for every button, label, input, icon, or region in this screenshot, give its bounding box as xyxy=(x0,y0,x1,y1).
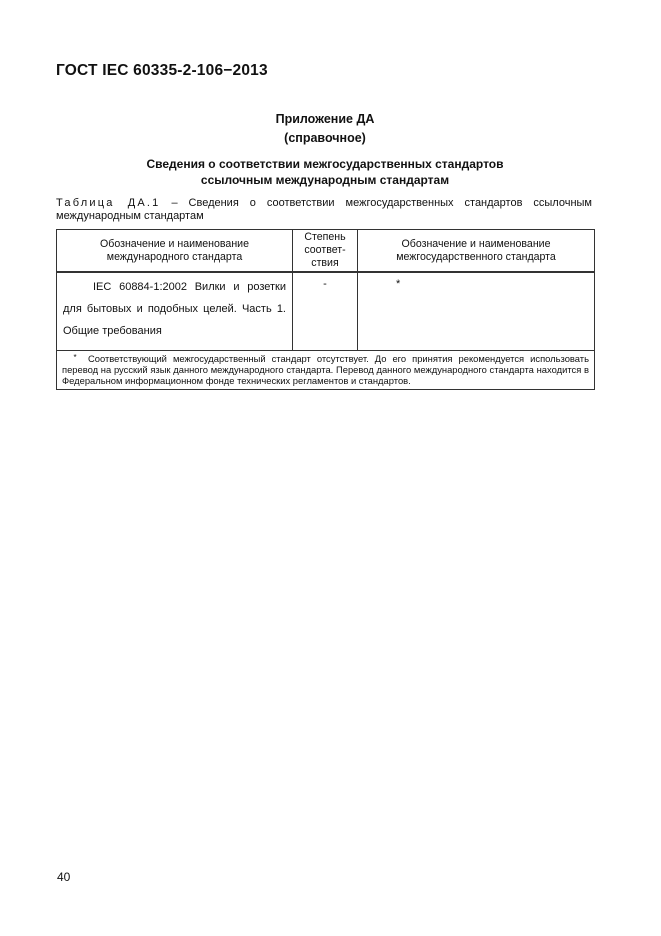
table-caption-text: – Сведения о соответствии межгосударственных стандартов ссылочным международным стандартам xyxy=(56,197,592,222)
column-header-interstate: Обозначение и наименование межгосударственного стандарта xyxy=(358,230,595,273)
table-caption xyxy=(56,197,592,223)
interstate-standard-cell: * xyxy=(358,272,595,351)
table-header-row xyxy=(57,230,595,273)
footnote-row xyxy=(57,351,595,390)
footnote-cell xyxy=(57,351,595,390)
footnote-marker: * xyxy=(73,353,77,362)
column-header-international: Обозначение и наименование международного стандарта xyxy=(57,230,293,273)
appendix-title: Приложение ДА xyxy=(275,112,375,126)
international-standard-cell xyxy=(57,272,293,351)
appendix-subtitle: (справочное) xyxy=(284,131,366,145)
appendix-heading xyxy=(56,110,594,148)
column-header-degree: Степень соответ-ствия xyxy=(293,230,358,273)
section-title-line1: Сведения о соответствии межгосударственных стандартов xyxy=(146,157,504,171)
gost-header: ГОСТ IEC 60335-2-106−2013 xyxy=(56,62,268,79)
table-row xyxy=(57,272,595,351)
table-caption-label: Таблица ДА.1 xyxy=(56,197,161,209)
section-title-line2: ссылочным международным стандартам xyxy=(200,173,450,187)
footnote-text: Соответствующий межгосударственный стандарт отсутствует. До его принятия рекомендуется использовать перевод на русский язык данного международного стандарта. Перевод данного международного стандарта находится в Федеральном информационном фонде технических регламентов и стандартов. xyxy=(62,353,589,386)
international-standard-text: IEC 60884-1:2002 Вилки и розетки для бытовых и подобных целей. Часть 1. Общие требования xyxy=(63,281,286,337)
standards-table xyxy=(56,229,595,390)
section-title xyxy=(56,156,594,188)
degree-cell: - xyxy=(293,272,358,351)
page-number: 40 xyxy=(57,870,71,884)
